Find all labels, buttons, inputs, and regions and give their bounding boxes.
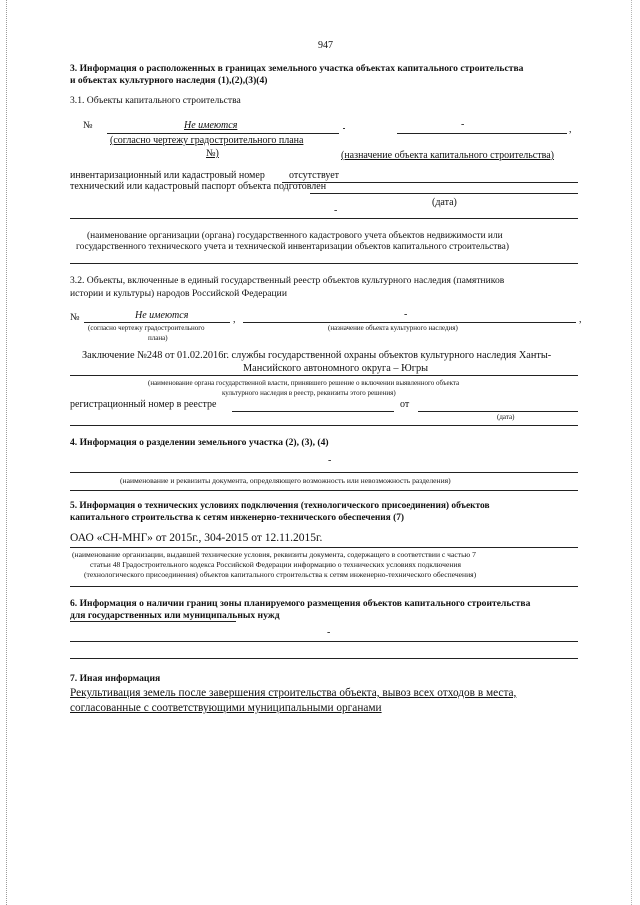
section31-passport-line xyxy=(310,193,578,194)
section7-text-line2: согласованные с соответствующими муниципальными органами xyxy=(70,702,382,714)
section4-note: (наименование и реквизиты документа, определяющего возможность или невозможность разделения) xyxy=(120,476,451,485)
section6-dash: - xyxy=(327,627,331,638)
section31-cadastral-label: инвентаризационный или кадастровый номер xyxy=(70,170,265,181)
section32-plan-note-line1: (согласно чертежу градостроительного xyxy=(88,324,205,332)
section5-value-line xyxy=(70,547,578,548)
section5-note-line2: статьи 48 Градостроительного кодекса Российской Федерации информацию о технических условиях подключения xyxy=(90,560,461,569)
section6-title-underline xyxy=(70,621,236,622)
section32-authority-note-line2: культурного наследия в реестр, реквизиты этого решения) xyxy=(222,389,396,397)
section3-title-line1: 3. Информация о расположенных в границах земельного участка объектах капитального строительства xyxy=(70,63,524,74)
section3-title-line2: и объектах культурного наследия (1),(2),(3)(4) xyxy=(70,75,268,86)
section32-date-line xyxy=(418,411,578,412)
section31-date-note: (дата) xyxy=(432,197,457,208)
section5-note-line1: (наименование организации, выдавшей технические условия, реквизиты документа, содержащего в соответствии с частью 7 xyxy=(72,550,476,559)
section31-passport-label: технический или кадастровый паспорт объекта подготовлен xyxy=(70,181,327,192)
scan-edge-right xyxy=(631,0,632,905)
section4-title: 4. Информация о разделении земельного участка (2), (3), (4) xyxy=(70,437,329,448)
section32-from-label: от xyxy=(400,399,410,410)
section31-comma: , xyxy=(569,124,572,135)
section32-no-label: № xyxy=(70,312,80,323)
section32-conclusion-line1: Заключение №248 от 01.02.2016г. службы государственной охраны объектов культурного наследия Ханты- xyxy=(82,350,552,361)
section32-reg-label: регистрационный номер в реестре xyxy=(70,399,217,410)
section7-title: 7. Иная информация xyxy=(70,673,161,684)
section32-conclusion-line2: Мансийского автономного округа – Югры xyxy=(243,363,429,374)
section5-value: ОАО «СН-МНГ» от 2015г., 304-2015 от 12.11.2015г. xyxy=(70,532,323,544)
section32-date-note: (дата) xyxy=(497,413,515,421)
divider xyxy=(70,586,578,587)
section31-no-label: № xyxy=(83,120,93,131)
section4-line xyxy=(70,472,578,473)
section32-comma2: , xyxy=(579,314,582,325)
divider xyxy=(70,490,578,491)
section32-reg-line xyxy=(232,411,394,412)
section32-purpose-line xyxy=(243,322,576,323)
section32-conclusion-line xyxy=(70,375,578,376)
section32-comma1: , xyxy=(233,314,236,325)
section5-note-line3: (технологического присоединения) объектов капитального строительства к сетям инженерно-технического обеспечения) xyxy=(84,570,477,579)
section6-title-line2: для государственных или муниципальных нужд xyxy=(70,610,280,621)
section31-heading: 3.1. Объекты капитального строительства xyxy=(70,95,241,106)
section31-purpose-note: (назначение объекта капитального строительства) xyxy=(341,150,554,161)
section6-line2 xyxy=(70,658,578,659)
divider xyxy=(70,263,578,264)
section31-purpose-dash: - xyxy=(461,119,465,130)
section32-purpose-dash: - xyxy=(404,309,408,320)
divider xyxy=(70,425,578,426)
section32-heading-line2: истории и культуры) народов Российской Федерации xyxy=(70,288,287,299)
section32-plan-note-line2: плана) xyxy=(148,334,168,342)
section31-no-line xyxy=(107,133,339,134)
section7-text-line1: Рекультивация земель после завершения строительства объекта, вывоз всех отходов в места, xyxy=(70,687,517,699)
section6-title-line1: 6. Информация о наличии границ зоны планируемого размещения объектов капитального строительства xyxy=(70,598,531,609)
section31-cadastral-line xyxy=(282,182,578,183)
section31-purpose-line xyxy=(397,133,567,134)
section5-title-line1: 5. Информация о технических условиях подключения (технологического присоединения) объектов xyxy=(70,501,490,511)
section4-dash: - xyxy=(328,455,332,466)
section31-org-note-line2: государственного технического учета и технической инвентаризации объектов капитального строительства) xyxy=(76,242,509,252)
section31-cadastral-value: отсутствует xyxy=(289,170,340,181)
section5-title-line2: капитального строительства к сетям инженерно-технического обеспечения (7) xyxy=(70,513,405,523)
section31-plan-note-line2: №) xyxy=(206,148,219,159)
scan-edge-left xyxy=(6,0,7,905)
scan-dot xyxy=(343,128,345,129)
page-number: 947 xyxy=(318,40,333,51)
section31-plan-note-line1: (согласно чертежу градостроительного плана xyxy=(110,135,304,146)
section32-no-value: Не имеются xyxy=(135,310,189,321)
section31-org-note-line1: (наименование организации (органа) государственного кадастрового учета объектов недвижимости или xyxy=(87,231,503,241)
section32-authority-note-line1: (наименование органа государственной власти, принявшего решение о включении выявленного объекта xyxy=(148,379,460,387)
section32-heading-line1: 3.2. Объекты, включенные в единый государственный реестр объектов культурного наследия (памятников xyxy=(70,275,505,286)
section31-org-dash: - xyxy=(334,205,338,216)
section32-purpose-note: (назначение объекта культурного наследия) xyxy=(328,324,458,332)
section31-org-line xyxy=(70,218,578,219)
section6-line1 xyxy=(70,641,578,642)
section32-no-line xyxy=(84,322,230,323)
section31-no-value: Не имеются xyxy=(184,120,238,131)
